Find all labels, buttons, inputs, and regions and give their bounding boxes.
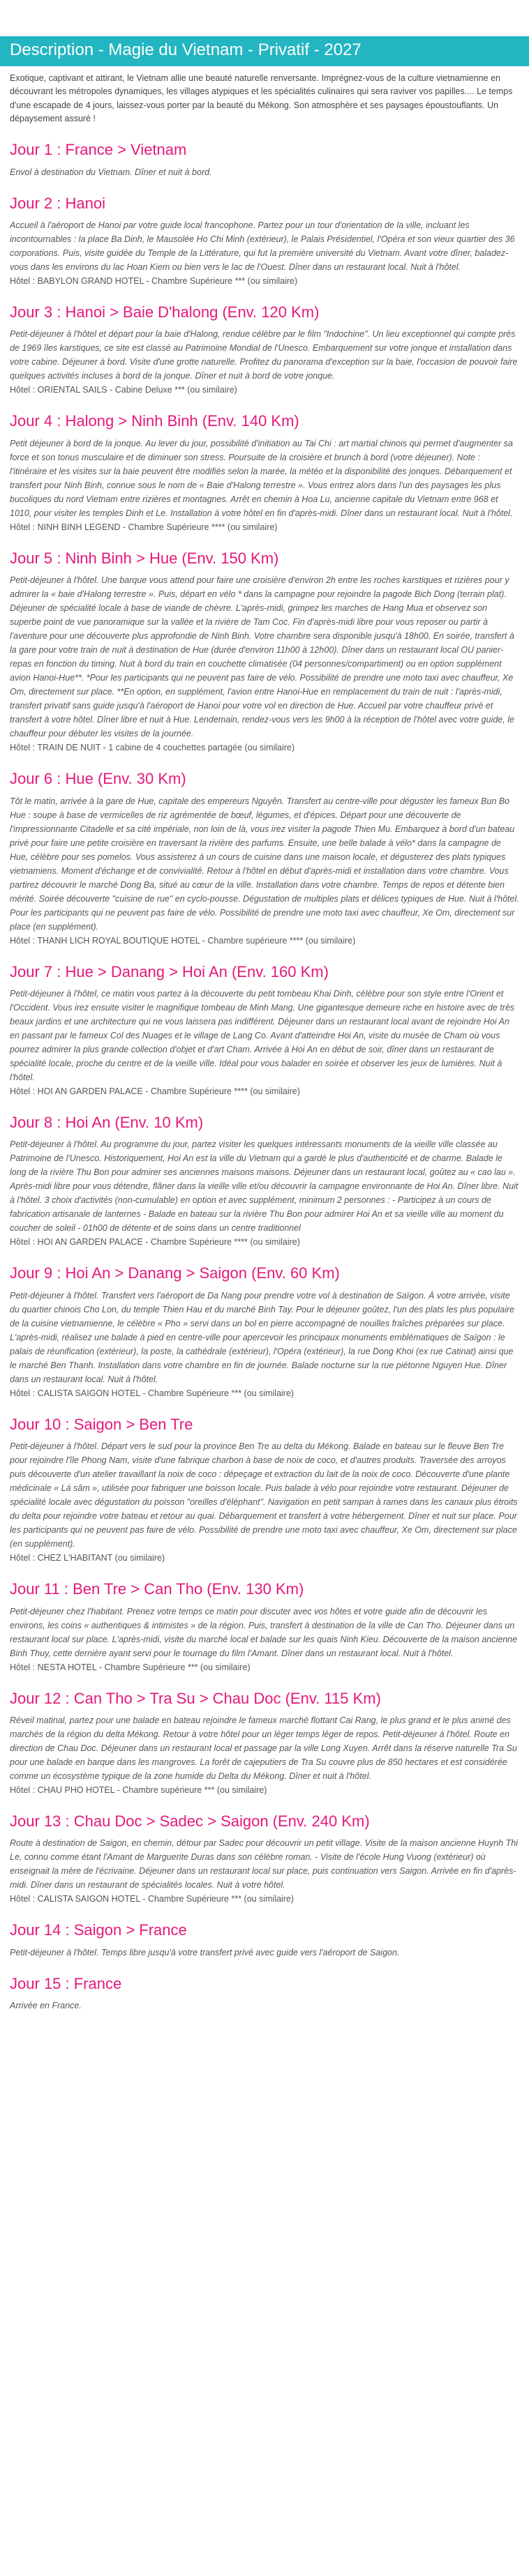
day-title: Jour 12 : Can Tho > Tra Su > Chau Doc (Env. 115 Km) [10, 1689, 381, 1707]
day-title: Jour 14 : Saigon > France [10, 1921, 187, 1939]
day-section [0, 1812, 529, 1906]
day-hotel: Hôtel : TRAIN DE NUIT - 1 cabine de 4 couchettes partagée (ou similaire) [10, 743, 295, 753]
day-description: Petit-déjeuner à l'hôtel. Au programme du jour, partez visiter les quelques intéressants monuments de la vieille ville classée au Patrimoine de l'Unesco. Historiquement, Hoi An est la ville du Vietnam qui a gardé le plus d'authenticité et de charme. Balade le long de la rivière Thu Bon pour admirer ses anciennes maisons maisons. Déjeuner dans un restaurant local, goûtez au « cao lau ». Après-midi libre pour vous détendre, flâner dans la vieille ville et/ou découvrir la campagne environnante de Hoi An. Dîner libre. Nuit à l'hôtel. 3 choix d'activités (non-cumulable) en option et avec supplément, minimum 2 personnes : - Participez à un cours de fabrication artisanale de lanternes - Balade en bateau sur la rivière Thu Bon pour admirer Hoi An et sa vieille ville au moment du coucher de soleil - 01h00 de détente et de soins dans un centre traditionnel [10, 1139, 519, 1234]
day-title: Jour 3 : Hanoi > Baie D'halong (Env. 120 Km) [10, 303, 320, 321]
day-description: Arrivée en France. [10, 2001, 82, 2011]
day-title: Jour 6 : Hue (Env. 30 Km) [10, 770, 186, 788]
day-description: Petit-déjeuner chez l'habitant. Prenez votre temps ce matin pour discuter avec vos hôtes et votre guide afin de découvrir les environs, les coins « authentiques & intimistes » de la région. Puis, transfert à destination de la ville de Can Tho. Déjeuner dans un restaurant local sur place. L'après-midi, visite du marché local et balade sur les quais Ninh Kieu. Découverte de la maison ancienne Binh Thuy, cette dernière ayant servi pour le tournage du film l'Amant. Dîner dans un restaurant local. Nuit à l'hôtel. [10, 1606, 518, 1658]
day-description: Petit-déjeuner à l'hôtel. Transfert vers l'aéroport de Da Nang pour prendre votre vol à destination de Saïgon. À votre arrivée, visite du quartier chinois Cho Lon, du temple Thien Hau et du marché Binh Tay. Pour le déjeuner goûtez, l'un des plats les plus populaire de la cuisine vietnamienne, le célèbre « Pho » servi dans un bol en pierre accompagné de nouilles fraîches préparées sur place. L'après-midi, réalisez une balade à pied en centre-ville pour apercevoir les principaux monuments emblématiques de Saïgon : le palais de réunification (extérieur), la poste, la cathédrale (extérieur), l'Opéra (extérieur), la rue Dong Khoi (ex rue Catinat) ainsi que le marché Ben Thanh. Installation dans votre chambre en fin de journée. Balade nocturne sur la rue piétonne Nguyen Hue. Dîner dans un restaurant local. Nuit à l'hôtel. [10, 1290, 514, 1384]
day-title: Jour 10 : Saigon > Ben Tre [10, 1415, 193, 1433]
day-hotel: Hôtel : HOI AN GARDEN PALACE - Chambre Supérieure **** (ou similaire) [10, 1237, 300, 1248]
intro-text: Exotique, captivant et attirant, le Vietnam allie une beauté naturelle renversante. Imprégnez-vous de la culture vietnamienne en découvrant les métropoles dynamiques, les villages atypiques et les spécialités culinaires qui sera raviver vos papilles.... Le temps d'une escapade de 4 jours, laissez-vous porter par la beauté du Mékong. Son atmosphère et ses paysages époustouflants. Un dépaysement assuré ! [10, 73, 513, 123]
day-section [0, 412, 529, 533]
day-description: Petit-déjeuner à l'hôtel. Temps libre jusqu'à votre transfert privé avec guide vers l'aéroport de Saigon. [10, 1947, 400, 1957]
day-section [0, 1264, 529, 1400]
day-hotel: Hôtel : CHAU PHO HOTEL - Chambre supérieure *** (ou similaire) [10, 1785, 267, 1795]
day-title: Jour 7 : Hue > Danang > Hoi An (Env. 160 Km) [10, 962, 329, 980]
day-hotel: Hôtel : ORIENTAL SAILS - Cabine Deluxe *** (ou similaire) [10, 385, 237, 395]
day-hotel: Hôtel : CHEZ L'HABITANT (ou similaire) [10, 1553, 165, 1563]
day-section [0, 550, 529, 755]
day-description: Petit déjeuner à bord de la jonque. Au lever du jour, possibilité d'initiation au Tai Chi : art martial chinois qui permet d'augmenter sa force et son tonus musculaire et de diminuer son stress. Poursuite de la croisière et brunch à bord (votre déjeuner). Note : l'itinéraire et les visites sur la baie peuvent être modifiés selon la marée, la météo et la disponibilité des jonques. Débarquement et transfert pour Ninh Binh, connue sous le nom de « Baie d'Halong terrestre ». Vous entrez alors dans l'un des paysages les plus bucoliques du nord Vietnam entre rizières et montagnes. Arrêt en chemin à Hoa Lu, ancienne capitale du Vietnam entre 968 et 1010, pour visiter les temples Dinh et Le. Installation à votre hôtel en fin d'après-midi. Dîner dans un restaurant local. Nuit à l'hôtel. [10, 438, 513, 518]
day-section [0, 195, 529, 288]
day-hotel: Hôtel : BABYLON GRAND HOTEL - Chambre Supérieure *** (ou similaire) [10, 276, 298, 287]
day-title: Jour 2 : Hanoi [10, 194, 105, 212]
day-title: Jour 4 : Halong > Ninh Binh (Env. 140 Km) [10, 412, 299, 430]
day-section [0, 303, 529, 397]
day-section [0, 770, 529, 947]
day-hotel: Hôtel : NINH BINH LEGEND - Chambre Supérieure **** (ou similaire) [10, 522, 278, 532]
day-title: Jour 9 : Hoi An > Danang > Saigon (Env. 60 Km) [10, 1264, 340, 1282]
page-title: Description - Magie du Vietnam - Privatif - 2027 [0, 36, 529, 66]
day-description: Petit-déjeuner à l'hôtel. Départ vers le sud pour la province Ben Tre au delta du Mékong. Balade en bateau sur le fleuve Ben Tre pour rejoindre l'île Phong Nam, visite d'une fabrique charbon à base de noix de coco, et d'autres produits. Traversée des arroyos puis découverte d'un atelier travaillant la noix de coco : dépeçage et extraction du lait de la noix de coco. Découverte d'une plante médicinale « Lá sâm », utilisée pour fabriquer une boisson locale. Puis balade à vélo pour rejoindre votre restaurant. Déjeuner de spécialité locale avec dégustation du poisson "oreilles d'éléphant". Navigation en petit sampan à rames dans les canaux plus étroits du delta pour rejoindre votre bateau et retour au quai. Débarquement et transfert à votre hébergement. Dîner et nuit sur place. Pour les participants qui ne peuvent pas faire de vélo. Possibilité de prendre une moto taxi avec chauffeur, Xe Om, directement sur place (en supplément). [10, 1441, 518, 1550]
day-hotel: Hôtel : CALISTA SAIGON HOTEL - Chambre Supérieure *** (ou similaire) [10, 1894, 295, 1904]
day-description: Petit-déjeuner à l'hôtel. Une barque vous attend pour faire une croisière d'environ 2h entre les roches karstiques et rizières pour y admirer la « baie d'Halong terrestre ». Puis, départ en vélo * dans la campagne pour rejoindre la pagode Bich Dong (terrain plat). Déjeuner de spécialité locale à base de viande de chèvre. L'après-midi, grimpez les marches de Hang Mua et observez son superbe point de vue panoramique sur la vallée et la rivière de Tam Coc. Fin d'après-midi libre pour vous reposer ou partir à l'aventure pour une découverte plus approfondie de Ninh Binh. Votre chambre sera disponible jusqu'à 18h00. En soirée, transfert à la gare pour votre train de nuit à destination de Hue (durée d'environ 11h00 à 12h00). Dîner dans un restaurant local OU panier-repas en fonction du timing. Nuit à bord du train en couchette climatisée (04 personnes/compartiment) ou en option supplément avion Hanoi-Hue**. *Pour les participants qui ne peuvent pas faire de vélo. Possibilité de prendre une moto taxi avec chauffeur, Xe Om, directement sur place. **En option, en supplément, l'avion entre Hanoi-Hue en remplacement du train de nuit : l'après-midi, transfert privatif sans guide jusqu'à l'aéroport de Hanoi pour votre vol en direction de Hue. Accueil par votre chauffeur privé et transfert à votre hôtel. Dîner libre et nuit à Hue. Lendemain, rendez-vous vers les 9h00 à la réception de l'hôtel avec votre guide, le chauffeur pour débuter les visites de la journée. [10, 575, 514, 739]
day-description: Petit-déjeuner à l'hôtel, ce matin vous partez à la découverte du petit tombeau Khai Dinh, célèbre pour son style entre l'Orient et l'Occident. Vous irez ensuite visiter le magnifique tombeau de Minh Mang. Une gigantesque demeure riche en histoire avec de très beaux jardins et une architecture qui ne vous laissera pas indifférent. Déjeuner dans un restaurant local avant de rejoindre Hoi An en passant par le fameux Col des Nuages et le village de Lang Co. Avant d'atteindre Hoi An, visite du musée de Cham où vous pourrez admirer la plus grande collection d'objet et d'art Cham. Arrivée à Hoi An en début de soir, dîner dans un restaurant de spécialité locale, proche du centre et de la vieille ville. Idéal pour vous balader en soirée et observer les jeux de lumières. Nuit à l'hôtel. [10, 989, 515, 1083]
day-description: Tôt le matin, arrivée à la gare de Hue, capitale des empereurs Nguyên. Transfert au centre-ville pour déguster les fameux Bun Bo Hue : soupe à base de vermicelles de riz agrémentée de bœuf, légumes, et d'épices. Départ pour une découverte de l'impressionnante Citadelle et sa cité impériale, non loin de là, vous irez visiter la pagode Thien Mu. Embarquez à bord d'un bateau privé pour faire une petite croisière en traversant la rivière des parfums. Ensuite, une belle balade à vélo* dans la campagne de Hue, célèbre pour ses pomelos. Vous assisterez à un cours de cuisine dans une maison locale, et dégusterez des plats typiques vietnamiens. Moment d'échange et de convivialité. Retour à l'hôtel en début d'après-midi et installation dans votre chambre. Vous partirez découvrir le marché Dong Ba, situé au cœur de la ville. Installation dans votre chambre. Temps de repos et détente bien mérité. Soirée découverte "cuisine de rue" en cyclo-pousse. Dégustation de multiples plats et délices typiques de Hue. Nuit à l'hôtel. Pour les participants qui ne peuvent pas faire de vélo. Possibilité de prendre une moto taxi avec chauffeur, Xe Om, directement sur place (en supplément). [10, 796, 519, 932]
day-title: Jour 8 : Hoi An (Env. 10 Km) [10, 1114, 204, 1132]
day-hotel: Hôtel : THANH LICH ROYAL BOUTIQUE HOTEL - Chambre supérieure **** (ou similaire) [10, 935, 356, 946]
day-section [0, 141, 529, 179]
day-description: Réveil matinal, partez pour une balade en bateau rejoindre le fameux marché flottant Cai Rang, le plus grand et le plus animé des marchés de la région du delta Mékong. Retour à votre hôtel pour un léger temps léger de repos. Petit-déjeuner à l'hôtel. Route en direction de Chau Doc. Déjeuner dans un restaurant local et passage par la ville Long Xuyen. Arrêt dans la réserve naturelle Tra Su pour une balade en barque dans les mangroves. La forêt de cajeputiers de Tra Su couvre plus de 850 hectares et est considérée comme un écosystème typique de la zone humide du Delta du Mékong. Dîner et nuit à l'hôtel. [10, 1715, 517, 1781]
day-description: Route à destination de Saigon, en chemin, détour par Sadec pour découvrir un petit village. Visite de la maison ancienne Huynh Thi Le, connu comme étant l'Amant de Marguerite Duras dans son célèbre roman. - Visite de l'école Hung Vuong (extérieur) où enseignait la mère de l'écrivaine. Déjeuner dans un restaurant local sur place, puis continuation vers Saigon. Arrivée en fin d'après-midi. Dîner dans un restaurant de spécialités locales. Nuit à votre hôtel. [10, 1838, 518, 1891]
day-title: Jour 11 : Ben Tre > Can Tho (Env. 130 Km) [10, 1580, 304, 1598]
day-title: Jour 15 : France [10, 1974, 122, 1992]
day-section [0, 1114, 529, 1249]
itinerary-page [0, 36, 529, 2033]
day-description: Envol à destination du Vietnam. Dîner et nuit à bord. [10, 167, 212, 177]
day-title: Jour 13 : Chau Doc > Sadec > Saigon (Env. 240 Km) [10, 1812, 370, 1830]
day-section [0, 1690, 529, 1797]
day-section [0, 1580, 529, 1674]
day-hotel: Hôtel : CALISTA SAIGON HOTEL - Chambre Supérieure *** (ou similaire) [10, 1388, 295, 1398]
day-section [0, 1975, 529, 2013]
day-section [0, 1416, 529, 1565]
day-title: Jour 5 : Ninh Binh > Hue (Env. 150 Km) [10, 549, 279, 567]
day-section [0, 1921, 529, 1959]
day-description: Petit-déjeuner à l'hôtel et départ pour la baie d'Halong, rendue célèbre par le film "Indochine". Un lieu exceptionnel qui compte près de 1969 îles karstiques, ce site est classé au Patrimoine Mondial de l'Unesco. Embarquement sur votre jonque et installation dans votre cabine. Déjeuner à bord. Visite d'une grotte naturelle. Profitez du panorama d'exception sur la baie, l'occasion de pouvoir faire quelques activités incluses à bord de la jonque. Dîner et nuit à bord de votre jonque. [10, 329, 518, 381]
day-hotel: Hôtel : NESTA HOTEL - Chambre Supérieure *** (ou similaire) [10, 1662, 251, 1672]
day-title: Jour 1 : France > Vietnam [10, 141, 187, 159]
day-section [0, 963, 529, 1098]
day-description: Accueil à l'aéroport de Hanoi par votre guide local francophone. Partez pour un tour d'orientation de la ville, incluant les incontournables : la place Ba Dinh, le Mausolée Ho Chi Minh (extérieur), le Palais Présidentiel, l'Opéra et son vieux quartier des 36 corporations. Puis, visite guidée du Temple de la Littérature, qui fut la première université du Vietnam. Avant votre dîner, baladez-vous dans les environs du lac Hoan Kiem ou bien vers le lac de l'Ouest. Dîner dans un restaurant local. Nuit à l'hôtel. [10, 220, 515, 273]
days-list [0, 141, 529, 2013]
day-hotel: Hôtel : HOI AN GARDEN PALACE - Chambre Supérieure **** (ou similaire) [10, 1086, 300, 1097]
